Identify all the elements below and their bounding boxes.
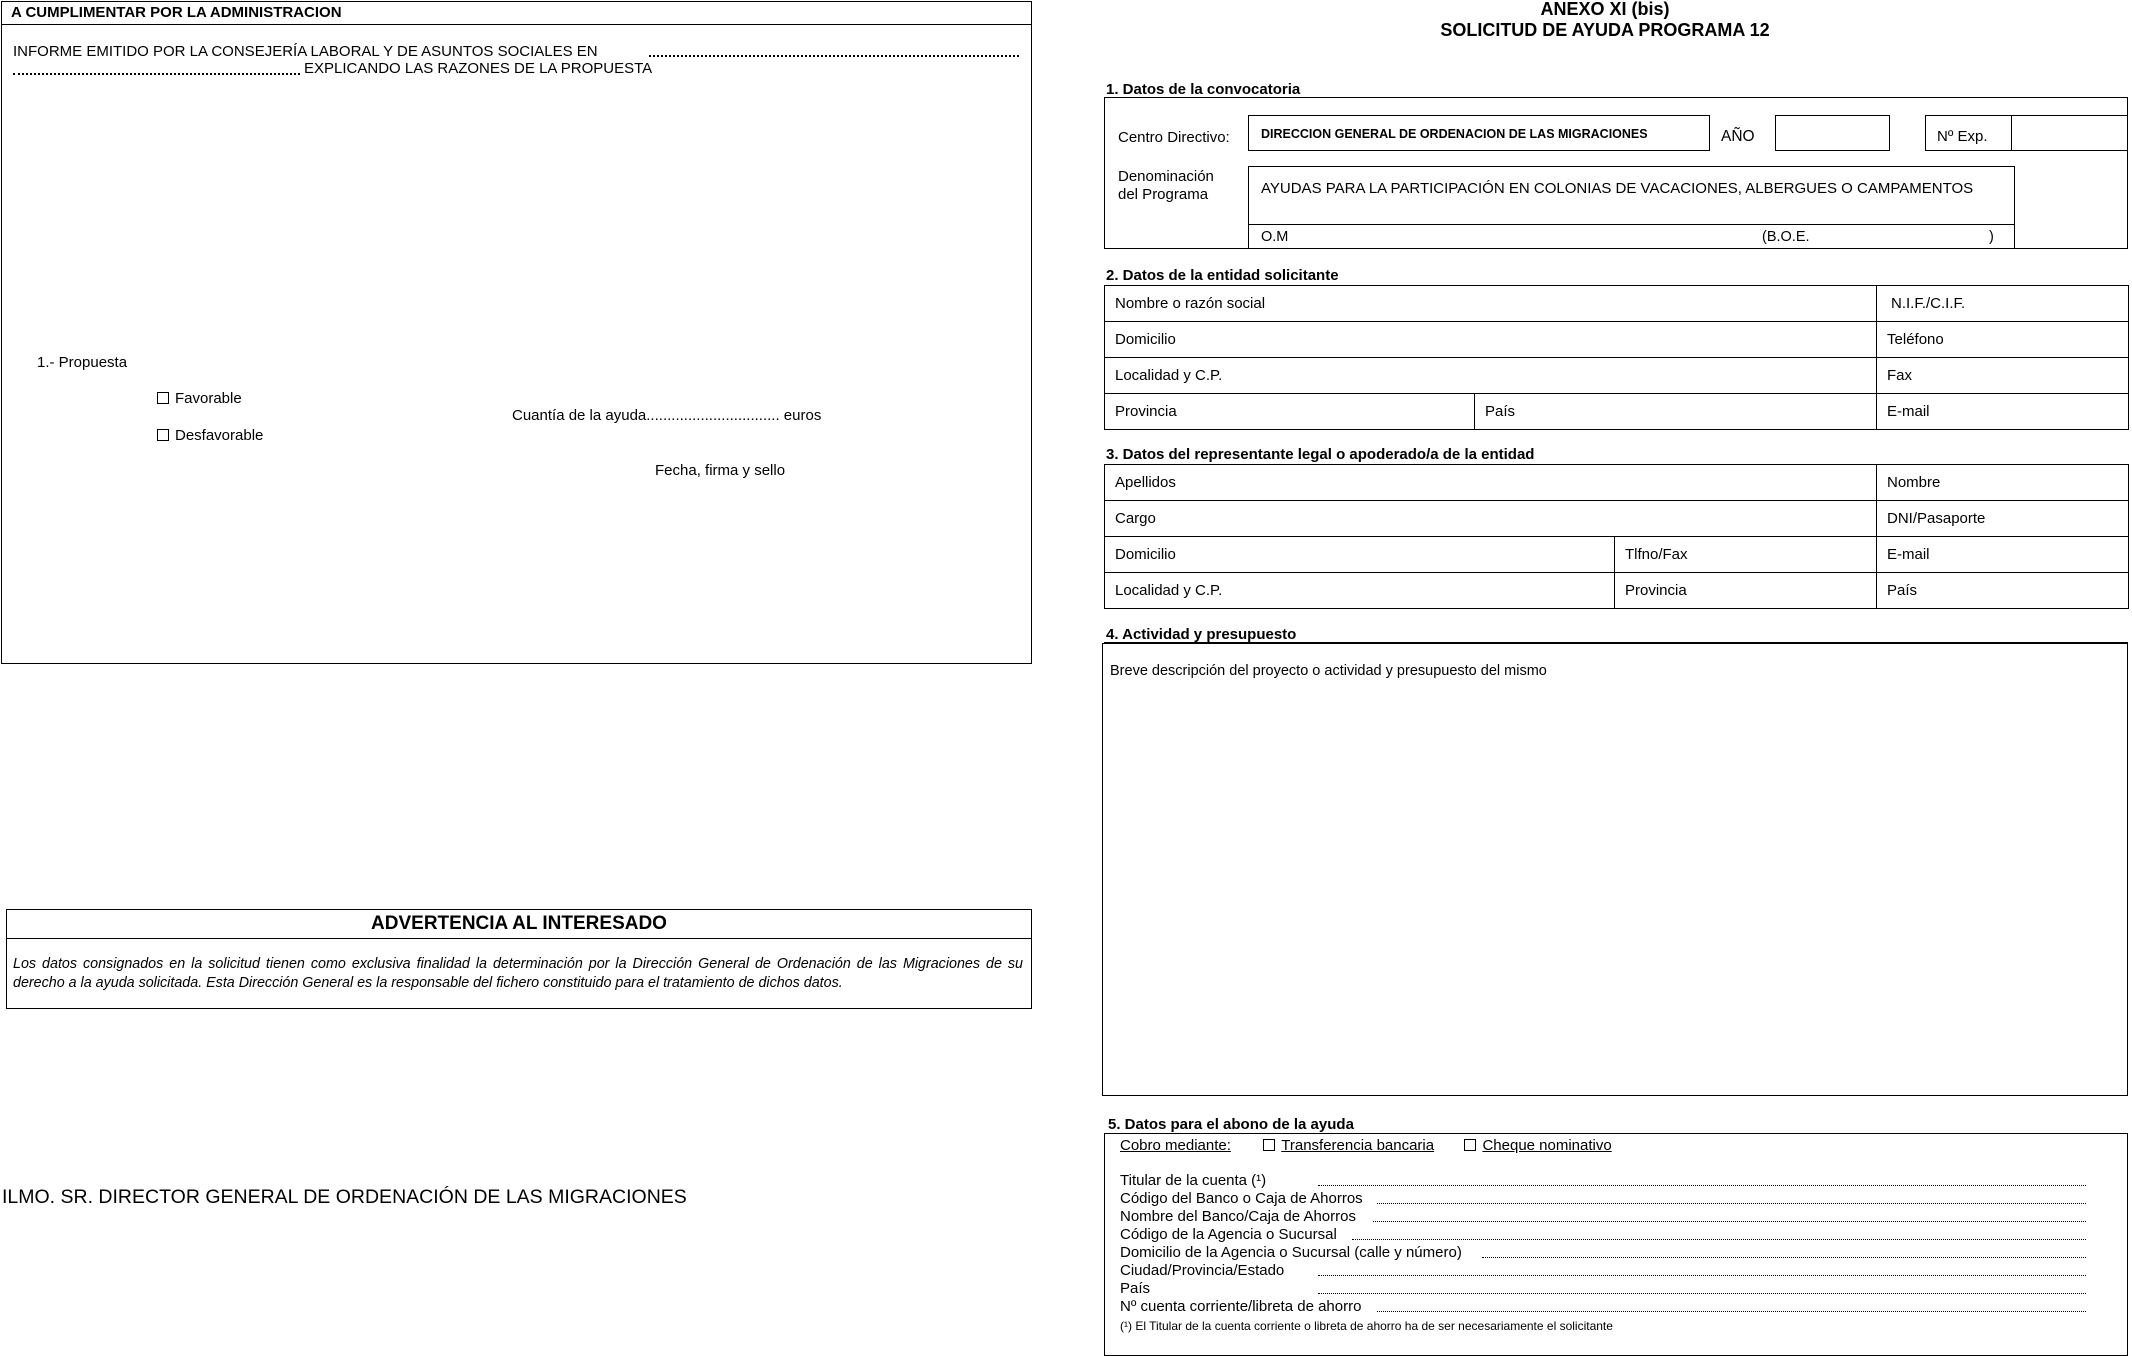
entidad-nombre-field[interactable]: Nombre o razón social [1105,286,1877,322]
favorable-label: Favorable [175,390,242,407]
cobro-row [1120,1138,1612,1153]
denominacion-value: AYUDAS PARA LA PARTICIPACIÓN EN COLONIAS DE VACACIONES, ALBERGUES O CAMPAMENTOS [1261,180,1974,197]
entidad-pais-field[interactable]: País [1475,394,1877,430]
admin-section [1,1,1032,664]
rep-email-field[interactable]: E-mail [1877,537,2129,573]
nexp-label: Nº Exp. [1937,128,1988,145]
centro-value: DIRECCION GENERAL DE ORDENACION DE LAS MIGRACIONES [1261,127,1648,141]
rep-localidad-field[interactable]: Localidad y C.P. [1105,573,1615,609]
entidad-fax-field[interactable]: Fax [1877,358,2129,394]
rep-pais-field[interactable]: País [1877,573,2129,609]
section-5-title: 5. Datos para el abono de la ayuda [1108,1116,1354,1133]
favorable-checkbox[interactable] [157,392,169,404]
entidad-nif-field[interactable]: N.I.F./C.I.F. [1877,286,2129,322]
cobro-label: Cobro mediante: [1120,1137,1231,1154]
abono-field-cuenta: Nº cuenta corriente/libreta de ahorro [1120,1298,1362,1315]
denominacion-label-2: del Programa [1118,186,1209,203]
entidad-domicilio-field[interactable]: Domicilio [1105,322,1877,358]
form-title: SOLICITUD DE AYUDA PROGRAMA 12 [1440,20,1770,40]
rep-cargo-field[interactable]: Cargo [1105,501,1877,537]
om-label[interactable]: O.M [1261,229,1289,245]
representante-table [1104,464,2129,609]
admin-heading: A CUMPLIMENTAR POR LA ADMINISTRACION [11,4,342,21]
entidad-telefono-field[interactable]: Teléfono [1877,322,2129,358]
abono-fill-cuenta[interactable] [1377,1311,2086,1312]
advertencia-title: ADVERTENCIA AL INTERESADO [371,913,667,934]
abono-fill-codigo-agencia[interactable] [1352,1239,2086,1240]
informe-line-1: INFORME EMITIDO POR LA CONSEJERÍA LABORAL Y DE ASUNTOS SOCIALES EN [13,43,598,60]
abono-fill-ciudad[interactable] [1318,1275,2086,1276]
rep-dni-field[interactable]: DNI/Pasaporte [1877,501,2129,537]
informe-fill-2[interactable] [13,73,300,75]
boe-close: ) [1989,229,1994,245]
centro-label: Centro Directivo: [1118,129,1230,146]
transferencia-checkbox[interactable] [1263,1139,1275,1151]
rep-tlfno-field[interactable]: Tlfno/Fax [1615,537,1877,573]
entidad-table [1104,285,2129,430]
desfavorable-label: Desfavorable [175,427,264,444]
rep-provincia-field[interactable]: Provincia [1615,573,1877,609]
anio-label: AÑO [1721,128,1755,145]
abono-field-pais: País [1120,1280,1151,1297]
desfavorable-option[interactable] [157,428,263,443]
denominacion-box [1248,166,2015,249]
section-1-title: 1. Datos de la convocatoria [1106,81,1301,98]
boe-label[interactable]: (B.O.E. [1762,229,1810,245]
abono-field-titular: Titular de la cuenta (¹) [1120,1172,1267,1189]
entidad-localidad-field[interactable]: Localidad y C.P. [1105,358,1877,394]
abono-field-nombre-banco: Nombre del Banco/Caja de Ahorros [1120,1208,1356,1225]
abono-fill-domicilio-agencia[interactable] [1482,1257,2086,1258]
section-2-title: 2. Datos de la entidad solicitante [1106,267,1339,284]
abono-fill-pais[interactable] [1318,1293,2086,1294]
advertencia-rule [6,938,1032,939]
cheque-label[interactable]: Cheque nominativo [1482,1137,1612,1154]
annex-title: ANEXO XI (bis) [1540,0,1670,19]
entidad-provincia-field[interactable]: Provincia [1105,394,1475,430]
admin-heading-rule [1,24,1032,25]
om-rule [1248,224,2015,225]
rep-nombre-field[interactable]: Nombre [1877,465,2129,501]
advertencia-body: Los datos consignados en la solicitud tienen como exclusiva finalidad la determinación por la Dirección General de Ordenación de las Migraciones de su derecho a la ayuda solicitada. Esta Dirección General es la responsable del fichero constituido para el tratamiento de dichos datos. [13,956,1023,991]
cuantia-field[interactable]: Cuantía de la ayuda................................ euros [512,407,822,424]
entidad-email-field[interactable]: E-mail [1877,394,2129,430]
abono-fill-titular[interactable] [1318,1185,2086,1186]
abono-fill-codigo-banco[interactable] [1377,1203,2086,1204]
abono-field-domicilio-agencia: Domicilio de la Agencia o Sucursal (calle y número) [1120,1244,1462,1261]
abono-field-codigo-agencia: Código de la Agencia o Sucursal [1120,1226,1337,1243]
abono-fill-nombre-banco[interactable] [1373,1221,2086,1222]
nexp-input[interactable] [2011,115,2128,151]
favorable-option[interactable] [157,391,242,406]
desfavorable-checkbox[interactable] [157,429,169,441]
rep-apellidos-field[interactable]: Apellidos [1105,465,1877,501]
rep-domicilio-field[interactable]: Domicilio [1105,537,1615,573]
denominacion-label-1: Denominación [1118,168,1214,185]
abono-footnote: (¹) El Titular de la cuenta corriente o libreta de ahorro ha de ser necesariamente el solicitante [1120,1319,1613,1333]
cheque-checkbox[interactable] [1464,1139,1476,1151]
anio-input[interactable] [1775,115,1890,151]
fecha-firma-label: Fecha, firma y sello [655,462,786,479]
informe-line-2: EXPLICANDO LAS RAZONES DE LA PROPUESTA [304,60,653,77]
abono-field-ciudad: Ciudad/Provincia/Estado [1120,1262,1285,1279]
abono-field-codigo-banco: Código del Banco o Caja de Ahorros [1120,1190,1363,1207]
actividad-textarea[interactable] [1102,643,2128,1096]
informe-fill-1[interactable] [649,55,1019,57]
section-3-title: 3. Datos del representante legal o apoderado/a de la entidad [1106,446,1535,463]
transferencia-label[interactable]: Transferencia bancaria [1281,1137,1435,1154]
actividad-description: Breve descripción del proyecto o actividad y presupuesto del mismo [1110,663,1547,679]
addressee: ILMO. SR. DIRECTOR GENERAL DE ORDENACIÓN DE LAS MIGRACIONES [2,1186,687,1208]
propuesta-label: 1.- Propuesta [37,354,128,371]
section-4-title: 4. Actividad y presupuesto [1106,626,1297,643]
